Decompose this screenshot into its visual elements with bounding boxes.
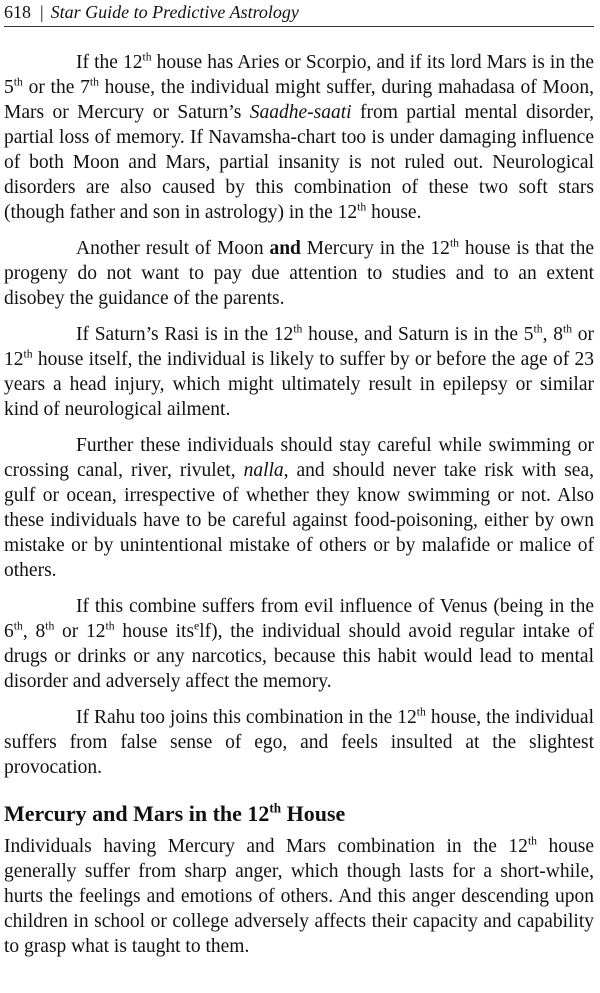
body-paragraph: Another result of Moon and Mercury in the 12th house is that the progeny do not want to pay due attention to studies and to an extent disobey the guidance of the parents. (4, 236, 594, 309)
section-heading: Mercury and Mars in the 12th House (4, 800, 346, 826)
bold-term: and (269, 238, 301, 259)
book-title: Star Guide to Predictive Astrology (50, 2, 299, 22)
page-number: 618 (4, 2, 31, 22)
italic-term: Saadhe-saati (249, 102, 352, 123)
superscript: th (23, 347, 33, 361)
superscript: th (449, 236, 460, 250)
superscript: th (357, 200, 367, 214)
superscript: th (13, 619, 23, 633)
superscript: th (527, 834, 538, 848)
superscript: th (533, 322, 543, 336)
body-paragraph: If this combine suffers from evil influence of Venus (being in the 6th, 8th or 12th house its$^e$lf), the individual should avoid regular intake of drugs or drinks or any narcotics, because this habit would lead to mental disorder and adversely affect the memory. (4, 596, 595, 692)
superscript: th (269, 800, 282, 816)
superscript: th (416, 705, 426, 719)
superscript: th (45, 619, 55, 633)
superscript: e (194, 619, 200, 633)
italic-term: nalla (243, 460, 284, 481)
superscript: th (105, 619, 115, 633)
superscript: th (89, 75, 99, 89)
superscript: th (562, 322, 573, 336)
body-paragraph: If the 12th house has Aries or Scorpio, and if its lord Mars is in the 5th or the 7th house, the individual might suffer, during mahadasa of Moon, Mars or Mercury or Saturn’s Saadhe-saati from partial mental disorder, partial loss of memory. If Navamsha-chart too is under damaging influence of both Moon and Mars, partial insanity is not ruled out. Neurological disorders are also caused by this combination of these two soft stars (though father and son in astrology) in the 12th house. (4, 50, 594, 223)
header-separator: | (40, 2, 44, 22)
body-paragraph: If Saturn’s Rasi is in the 12th house, and Saturn is in the 5th, 8th or 12th house itself, the individual is likely to suffer by or before the age of 23 years a head injury, which might ultimately result in epilepsy or similar kind of neurological ailment. (4, 322, 595, 420)
superscript: th (293, 322, 303, 336)
superscript: th (13, 75, 23, 89)
body-paragraph: If Rahu too joins this combination in the 12th house, the individual suffers from false sense of ego, and feels insulted at the slightest provocation. (4, 705, 594, 778)
section-paragraph: Individuals having Mercury and Mars combination in the 12th house generally suffer from sharp anger, which though lasts for a short-while, hurts the feelings and emotions of others. And this anger descending upon children in school or college adversely affects their capacity and capability to grasp what is taught to them. (4, 834, 594, 957)
body-paragraph: Further these individuals should stay careful while swimming or crossing canal, river, rivulet, nalla, and should never take risk with sea, gulf or ocean, irrespective of whether they know swimming or not. Also these individuals have to be careful against food-poisoning, either by own mistake or by unintentional mistake of others or by malafide or malice of others. (4, 435, 594, 581)
body-text (4, 50, 594, 970)
running-header (4, 0, 594, 27)
superscript: th (142, 50, 152, 64)
